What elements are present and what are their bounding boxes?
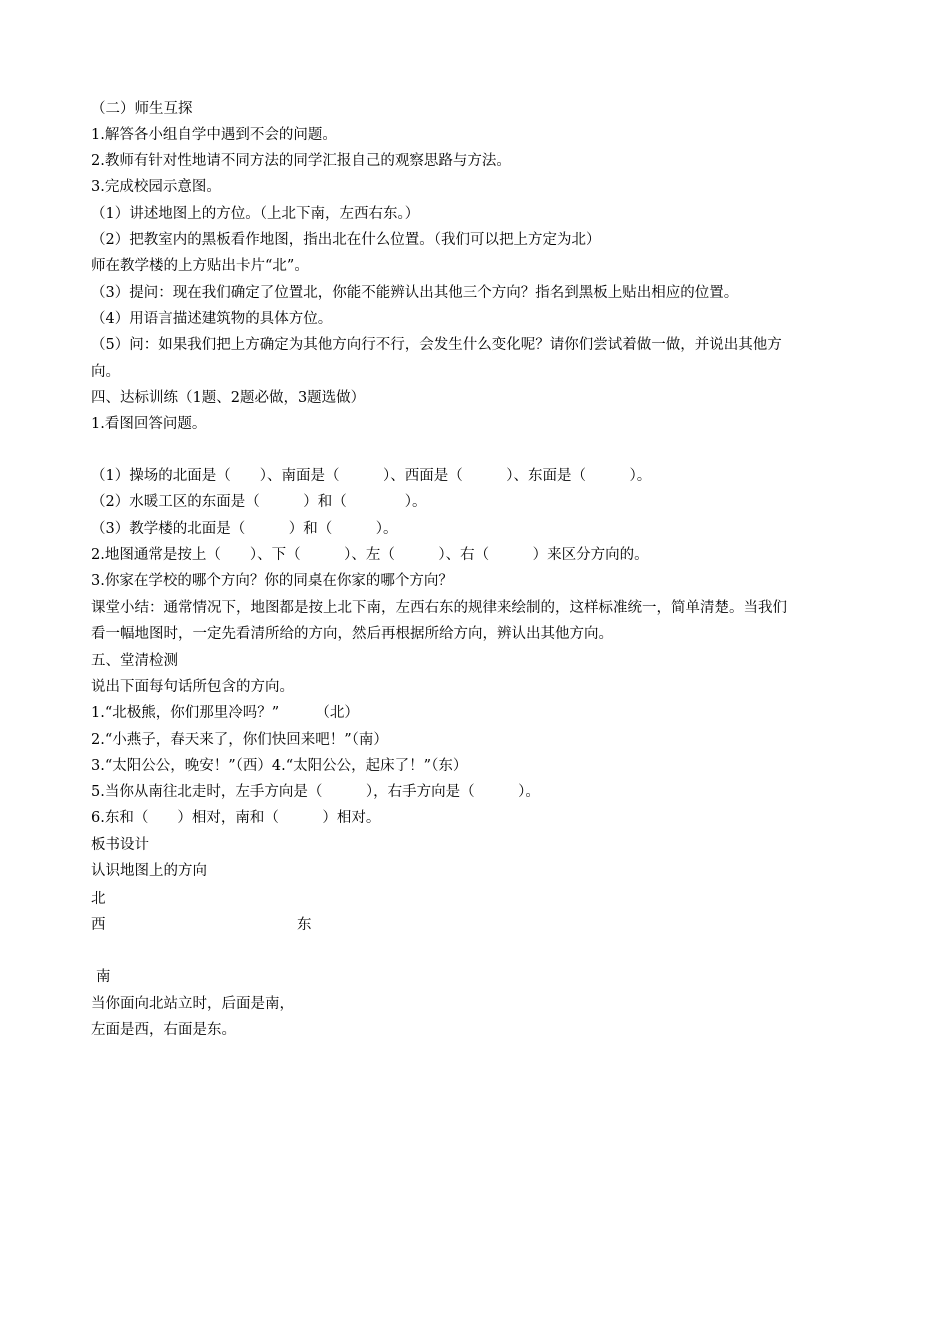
compass-east: 东 [297, 917, 312, 933]
text-line: 看一幅地图时，一定先看清所给的方向，然后再根据所给方向，辨认出其他方向。 [91, 626, 613, 642]
text-line: （5）问：如果我们把上方确定为其他方向行不行，会发生什么变化呢？请你们尝试着做一做，并说出其他方 [91, 337, 782, 353]
text-line: 师在教学楼的上方贴出卡片“北”。 [91, 258, 309, 274]
text-line: 课堂小结：通常情况下，地图都是按上北下南，左西右东的规律来绘制的，这样标准统一，简单清楚。当我们 [91, 600, 787, 616]
text-line: 6.东和（ ）相对，南和（ ）相对。 [91, 810, 381, 826]
text-line: （2）水暖工区的东面是（ ）和（ ）。 [91, 494, 427, 510]
text-line: （3）提问：现在我们确定了位置北，你能不能辨认出其他三个方向？指名到黑板上贴出相应的位置。 [91, 285, 739, 301]
text-line: 1.“北极熊，你们那里冷吗？” （北） [91, 705, 359, 721]
text-line: 5.当你从南往北走时，左手方向是（ ），右手方向是（ ）。 [91, 784, 540, 800]
compass-north: 北 [91, 891, 106, 907]
text-line: 认识地图上的方向 [91, 863, 207, 879]
text-line: 板书设计 [91, 837, 149, 853]
text-line: （二）师生互探 [91, 101, 193, 117]
text-line: 3.“太阳公公，晚安！”（西）4.“太阳公公，起床了！”（东） [91, 758, 468, 774]
text-line: 说出下面每句话所包含的方向。 [91, 679, 294, 695]
text-line: 2.“小燕子，春天来了，你们快回来吧！”（南） [91, 732, 388, 748]
text-line: 3.完成校园示意图。 [91, 179, 221, 195]
closing-line-2: 左面是西，右面是东。 [91, 1022, 236, 1038]
compass-west: 西 [91, 917, 106, 933]
text-line: 四、达标训练（1题、2题必做，3题选做） [91, 390, 366, 406]
text-line: （2）把教室内的黑板看作地图，指出北在什么位置。（我们可以把上方定为北） [91, 232, 601, 248]
text-line: 1.看图回答问题。 [91, 416, 207, 432]
text-line: （3）教学楼的北面是（ ）和（ ）。 [91, 521, 398, 537]
text-line: （1）讲述地图上的方位。（上北下南，左西右东。） [91, 206, 420, 222]
text-line: 1.解答各小组自学中遇到不会的问题。 [91, 127, 337, 143]
text-line: 2.地图通常是按上（ ）、下（ ）、左（ ）、右（ ）来区分方向的。 [91, 547, 649, 563]
text-line: （1）操场的北面是（ ）、南面是（ ）、西面是（ ）、东面是（ ）。 [91, 468, 652, 484]
compass-south: 南 [96, 969, 111, 985]
text-line: 3.你家在学校的哪个方向？你的同桌在你家的哪个方向？ [91, 573, 453, 589]
text-line: 向。 [91, 364, 120, 380]
text-line: 2.教师有针对性地请不同方法的同学汇报自己的观察思路与方法。 [91, 153, 511, 169]
text-line: （4）用语言描述建筑物的具体方位。 [91, 311, 333, 327]
closing-line-1: 当你面向北站立时，后面是南， [91, 996, 294, 1012]
text-line: 五、堂清检测 [91, 653, 178, 669]
